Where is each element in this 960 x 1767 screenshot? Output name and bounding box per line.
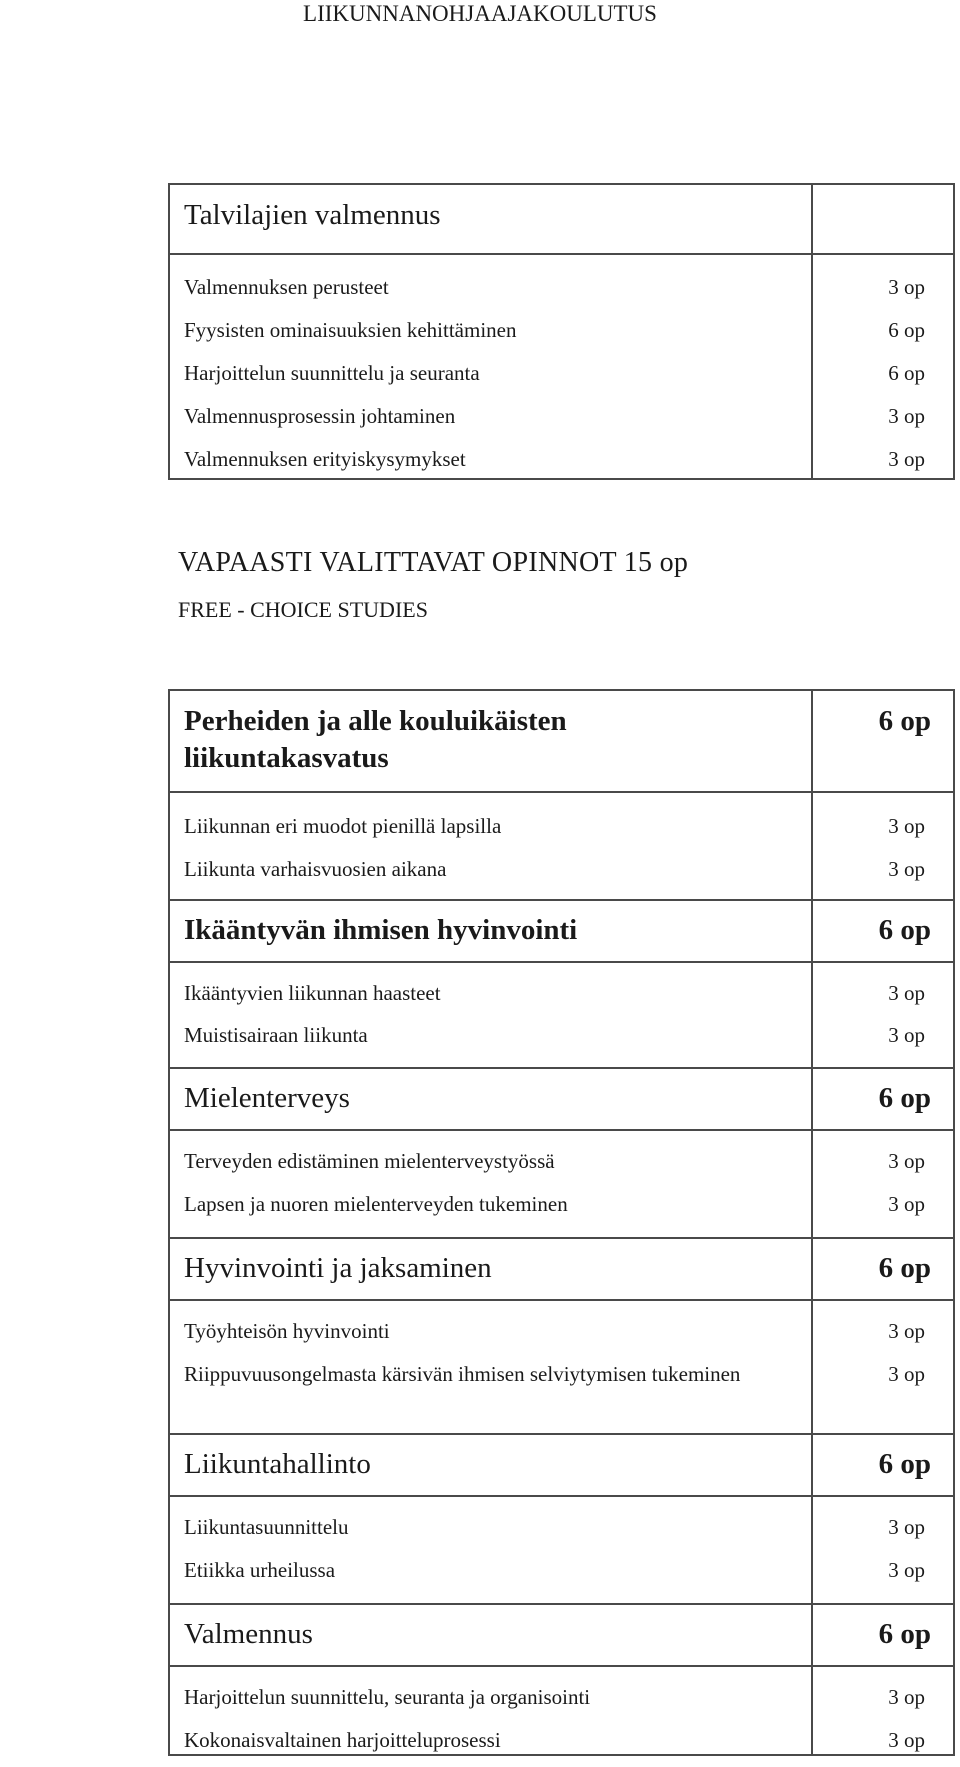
course-credits: 3 op <box>888 1149 925 1173</box>
module-title: Talvilajien valmennus <box>184 199 441 231</box>
course-name: Etiikka urheilussa <box>184 1558 336 1582</box>
course-name: Liikuntasuunnittelu <box>184 1515 349 1539</box>
course-credits: 6 op <box>888 318 925 342</box>
course-block <box>170 1131 953 1239</box>
course-credits: 3 op <box>888 814 925 838</box>
course-name: Kokonaisvaltainen harjoitteluprosessi <box>184 1728 501 1752</box>
course-block <box>170 1497 953 1605</box>
module-title: Ikääntyvän ihmisen hyvinvointi <box>184 914 578 946</box>
module-header-row <box>170 185 953 255</box>
course-credits: 3 op <box>888 1319 925 1343</box>
module-credits: 6 op <box>878 914 931 946</box>
section-subtitle: FREE - CHOICE STUDIES <box>178 597 428 622</box>
course-credits: 3 op <box>888 404 925 428</box>
module-header-row <box>170 901 953 963</box>
module-credits: 6 op <box>878 1082 931 1114</box>
module-title: Mielenterveys <box>184 1082 350 1114</box>
free-choice-table <box>168 689 955 1756</box>
course-credits: 3 op <box>888 1023 925 1047</box>
module-header-row <box>170 1605 953 1667</box>
module-title: Perheiden ja alle kouluikäisten liikuntakasvatus <box>184 705 567 774</box>
course-name: Terveyden edistäminen mielenterveystyössä <box>184 1149 555 1173</box>
course-name: Valmennusprosessin johtaminen <box>184 404 456 428</box>
course-credits: 3 op <box>888 1728 925 1752</box>
module-title: Hyvinvointi ja jaksaminen <box>184 1252 492 1284</box>
section-title: VAPAASTI VALITTAVAT OPINNOT 15 op <box>178 547 689 578</box>
course-name: Liikunta varhaisvuosien aikana <box>184 857 447 881</box>
course-credits: 3 op <box>888 1558 925 1582</box>
course-credits: 3 op <box>888 981 925 1005</box>
course-name: Riippuvuusongelmasta kärsivän ihmisen selviytymisen tukeminen <box>184 1362 741 1386</box>
course-name: Liikunnan eri muodot pienillä lapsilla <box>184 814 502 838</box>
course-credits: 3 op <box>888 857 925 881</box>
module-credits: 6 op <box>878 1448 931 1480</box>
course-credits: 3 op <box>888 447 925 471</box>
module-credits: 6 op <box>878 1618 931 1650</box>
course-block <box>170 963 953 1069</box>
course-name: Harjoittelun suunnittelu ja seuranta <box>184 361 480 385</box>
module-header-row <box>170 1069 953 1131</box>
course-credits: 6 op <box>888 361 925 385</box>
course-credits: 3 op <box>888 1685 925 1709</box>
course-block <box>170 1301 953 1435</box>
course-credits: 3 op <box>888 275 925 299</box>
course-name: Fyysisten ominaisuuksien kehittäminen <box>184 318 517 342</box>
course-name: Muistisairaan liikunta <box>184 1023 368 1047</box>
module-title: Liikuntahallinto <box>184 1448 371 1480</box>
course-credits: 3 op <box>888 1192 925 1216</box>
course-name: Ikääntyvien liikunnan haasteet <box>184 981 441 1005</box>
course-name: Harjoittelun suunnittelu, seuranta ja organisointi <box>184 1685 591 1709</box>
course-block <box>170 1667 953 1767</box>
winter-coaching-table <box>168 183 955 480</box>
module-header-row <box>170 1435 953 1497</box>
running-header: LIIKUNNANOHJAAJAKOULUTUS <box>303 1 657 26</box>
course-credits: 3 op <box>888 1515 925 1539</box>
module-header-row <box>170 1239 953 1301</box>
course-name: Lapsen ja nuoren mielenterveyden tukeminen <box>184 1192 568 1216</box>
course-name: Valmennuksen erityiskysymykset <box>184 447 466 471</box>
module-credits: 6 op <box>878 705 931 737</box>
course-name: Työyhteisön hyvinvointi <box>184 1319 390 1343</box>
course-block <box>170 793 953 901</box>
module-title: Valmennus <box>184 1618 313 1650</box>
module-header-row <box>170 691 953 793</box>
course-credits: 3 op <box>888 1362 925 1386</box>
module-credits: 6 op <box>878 1252 931 1284</box>
course-name: Valmennuksen perusteet <box>184 275 389 299</box>
